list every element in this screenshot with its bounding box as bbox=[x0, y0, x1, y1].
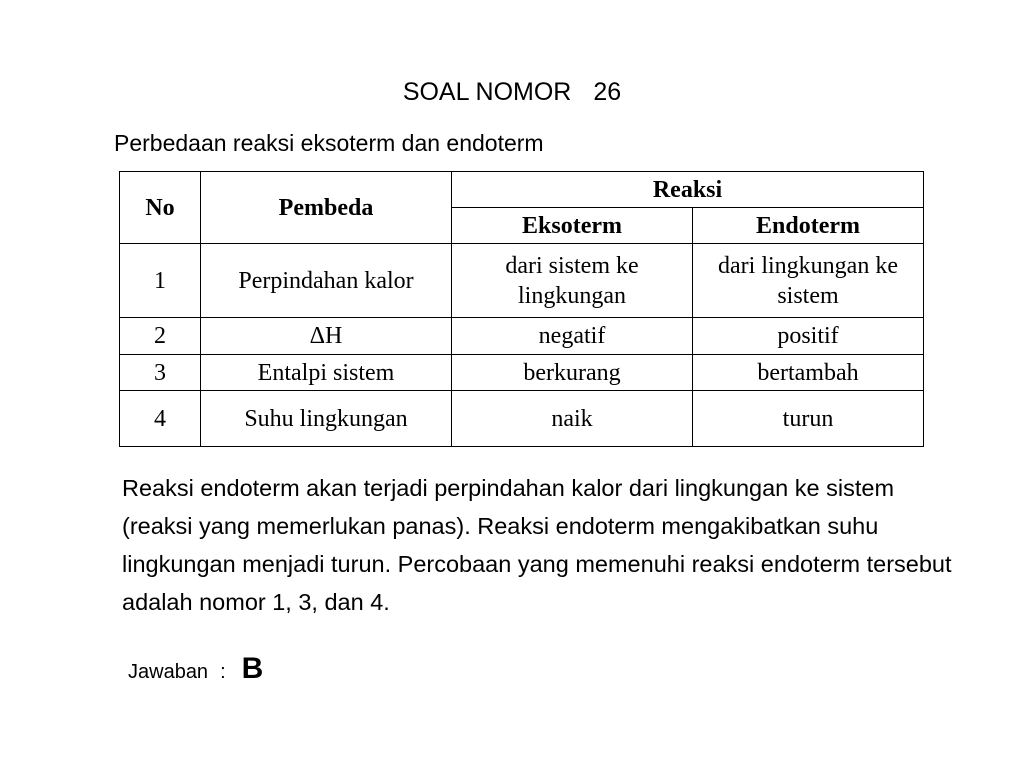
header-pembeda: Pembeda bbox=[201, 172, 452, 244]
answer-line bbox=[128, 652, 263, 686]
cell-no: 4 bbox=[120, 391, 201, 447]
cell-no: 2 bbox=[120, 318, 201, 355]
header-eksoterm: Eksoterm bbox=[452, 208, 693, 244]
header-reaksi: Reaksi bbox=[452, 172, 924, 208]
cell-pembeda: ΔH bbox=[201, 318, 452, 355]
cell-endoterm: turun bbox=[693, 391, 924, 447]
cell-pembeda: Perpindahan kalor bbox=[201, 244, 452, 318]
cell-eksoterm: dari sistem ke lingkungan bbox=[452, 244, 693, 318]
explanation-text: Reaksi endoterm akan terjadi perpindahan kalor dari lingkungan ke sistem (reaksi yang memerlukan panas). Reaksi endoterm mengakibatkan suhu lingkungan menjadi turun. Percobaan yang memenuhi reaksi endoterm tersebut adalah nomor 1, 3, dan 4. bbox=[122, 475, 952, 615]
table-header-row bbox=[120, 172, 924, 208]
cell-pembeda: Suhu lingkungan bbox=[201, 391, 452, 447]
table-row bbox=[120, 355, 924, 391]
cell-no: 1 bbox=[120, 244, 201, 318]
header-endoterm: Endoterm bbox=[693, 208, 924, 244]
table-row bbox=[120, 318, 924, 355]
table-row bbox=[120, 391, 924, 447]
question-number: 26 bbox=[593, 78, 622, 106]
page-title bbox=[0, 78, 1024, 107]
cell-endoterm: dari lingkungan ke sistem bbox=[693, 244, 924, 318]
table-row bbox=[120, 244, 924, 318]
answer-value: B bbox=[241, 652, 264, 685]
cell-eksoterm: berkurang bbox=[452, 355, 693, 391]
comparison-table bbox=[119, 171, 924, 447]
answer-label: Jawaban bbox=[128, 661, 209, 683]
cell-pembeda: Entalpi sistem bbox=[201, 355, 452, 391]
header-no: No bbox=[120, 172, 201, 244]
title-label: SOAL NOMOR bbox=[402, 78, 572, 106]
cell-endoterm: bertambah bbox=[693, 355, 924, 391]
cell-eksoterm: negatif bbox=[452, 318, 693, 355]
cell-eksoterm: naik bbox=[452, 391, 693, 447]
cell-no: 3 bbox=[120, 355, 201, 391]
cell-endoterm: positif bbox=[693, 318, 924, 355]
answer-colon: : bbox=[220, 661, 226, 683]
subtitle: Perbedaan reaksi eksoterm dan endoterm bbox=[114, 130, 544, 156]
